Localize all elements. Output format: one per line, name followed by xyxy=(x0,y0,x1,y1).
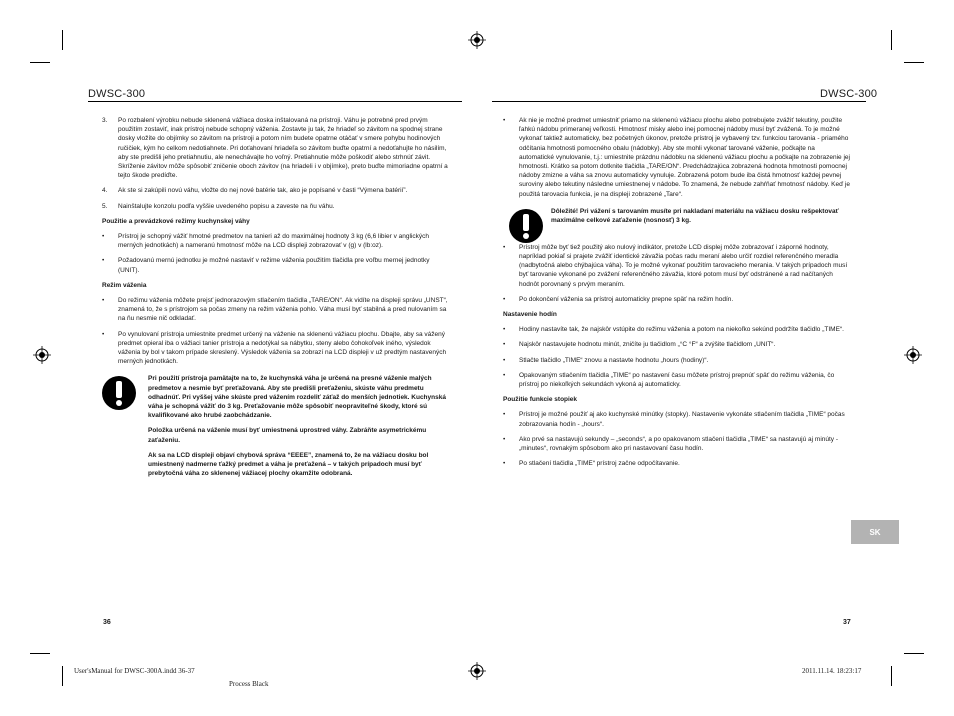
list-item xyxy=(102,116,450,180)
list-marker: 4. xyxy=(102,187,108,195)
list-item-text: Najskôr nastavujete hodnotu minút, zničíte ju tlačidlom „°C °F“ a zvýšite tlačidlom „UNIT“. xyxy=(519,341,776,349)
exclamation-warning-icon xyxy=(509,209,543,243)
list-item xyxy=(503,340,851,349)
list-item-text: Nainštalujte konzolu podľa vyššie uvedeného popisu a zaveste na ňu váhu. xyxy=(118,202,335,210)
list-marker: 5. xyxy=(102,202,108,210)
registration-mark-icon xyxy=(468,662,486,680)
crop-mark xyxy=(904,653,924,654)
list-item xyxy=(503,116,851,199)
crop-mark xyxy=(62,666,63,686)
footer-file-name: User'sManual for DWSC-300A.indd 36-37 xyxy=(74,667,195,675)
registration-mark-icon xyxy=(904,346,922,364)
list-item xyxy=(503,325,851,334)
crop-mark xyxy=(904,62,924,63)
list-item-text: Do režimu váženia môžete prejsť jednorazovým stlačením tlačidla „TARE/ON“. Ak vidíte na displeji správu „UNST“, znamená to, že s prístrojom sa počas zmeny na režim váženia pohlo. Váha musí byť stabilná a pred nulovaním sa na ňu nesmie nič odkladať. xyxy=(118,297,448,323)
list-item-text: Ako prvé sa nastavujú sekundy – „seconds“, a po opakovanom stlačení tlačidla „TIME“ sa nastavujú aj minúty - „minutes“, rovnakým spôsobom ako pri nastavovaní času hodín. xyxy=(519,435,839,453)
bullet: • xyxy=(102,257,105,265)
warning-block xyxy=(503,207,851,235)
list-item-text: Po rozbalení výrobku nebude sklenená vážiaca doska inštalovaná na prístroji. Váhu je potrebné pred prvým použitím zostaviť, inak prístroj nebude schopný váženia. Zostavte ju tak, že hriadeľ so závitom na spodnej strane dosky vložíte do objímky so závitom na prístroji a potom ním budete opatrne otáčať v smere pohybu hodinových ručičiek, kým ho celkom nedotiahnete. Pri doťahovaní hriadeľa so závitom buďte opatrní a nedoťahujte ho násilím, aby ste predišli jeho pretiahnutiu, ale nenechávajte ho voľný. Pretiahnutie môže poškodiť alebo strhnúť závit. Skríženie závitov môže spôsobiť zničenie oboch závitov (na hriadeli i v objímke), preto buďte mimoriadne opatrní a tejto škode predíďte. xyxy=(118,117,448,180)
warning-text: Dôležité! Pri vážení s tarovaním musíte pri nakladaní materiálu na vážiacu dosku rešpektovať maximálne celkové zaťaženie (nosnosť) 3 kg. xyxy=(551,207,839,225)
bullet: • xyxy=(503,326,506,334)
list-marker: 3. xyxy=(102,117,108,124)
list-item-text: Ak nie je možné predmet umiestniť priamo na sklenenú vážiacu plochu alebo potrebujete zvážiť tekutiny, použite ľahkú nádobu primeranej veľkosti. Hmotnosť misky alebo inej pomocnej nádoby musí byť zvážená. To je možné vykonať taktiež automaticky, bez početných úkonov, pretože prístroj je vybavený tzv. funkciou tarovania - priamého odčítania hmotnosti pomocného obalu (nádobky). Aby ste mohli vykonať tarované váženie, počkajte na automatické vynulovanie, t.j.: umiestnite prázdnu nádobku na sklenenú vážiacu plochu a počkajte na zobrazenie jej hmotnosti. Krátko sa potom dotknite tlačidla „TARE/ON“. Predchádzajúca zobrazená hodnota hmotnosti pomocnej nádoby zmizne a váha sa znovu automaticky vynuluje. Zobrazená potom bude iba čistá hmotnosť každej pevnej suroviny alebo tekutiny následne umiestnenej v nádobe. To znamená, že nebude zahŕňať hmotnosť nádoby. Keď je použitá tarovacia funkcia, je na displeji zobrazené „Tare“. xyxy=(519,117,850,198)
registration-mark-icon xyxy=(468,31,486,49)
bullet: • xyxy=(102,233,105,241)
registration-mark-icon xyxy=(33,346,51,364)
list-item xyxy=(102,202,450,211)
bullet: • xyxy=(503,341,506,349)
warning-text: Položka určená na váženie musí byť umiestnená uprostred váhy. Zabráňte asymetrickému zaťaženiu. xyxy=(148,427,427,444)
bullet: • xyxy=(102,297,105,305)
crop-mark xyxy=(62,30,63,50)
list-item-text: Požadovanú mernú jednotku je možné nastaviť v režime váženia použitím tlačidla pre voľbu mernej jednotky (UNIT). xyxy=(118,257,430,274)
bullet: • xyxy=(503,243,506,251)
list-item xyxy=(503,435,851,453)
list-item xyxy=(102,256,450,274)
left-header-model: DWSC-300 xyxy=(88,88,146,100)
page-number-right: 37 xyxy=(843,619,851,626)
list-item-text: Prístroj je schopný vážiť hmotné predmetov na tanieri až do maximálnej hodnoty 3 kg (6,6 libier v anglických merných jednotkách) a nameranú hmotnosť môže na LCD displeji zobrazovať v (g) v (lb:oz). xyxy=(118,233,429,250)
section-title: Režim váženia xyxy=(102,281,147,289)
list-item xyxy=(503,371,851,389)
warning-block xyxy=(102,374,450,478)
right-header-model: DWSC-300 xyxy=(820,88,878,100)
crop-mark xyxy=(891,30,892,50)
list-item-text: Hodiny nastavíte tak, že najskôr vstúpite do režimu váženia a potom na niekoľko sekúnd podržíte tlačidlo „TIME“. xyxy=(519,326,844,334)
list-item xyxy=(503,295,851,304)
bullet: • xyxy=(503,295,506,303)
right-header-rule xyxy=(492,101,866,102)
exclamation-warning-icon xyxy=(102,376,136,410)
crop-mark xyxy=(30,62,50,63)
section-title: Nastavenie hodín xyxy=(503,311,557,319)
footer-timestamp: 2011.11.14. 18:23:17 xyxy=(802,667,862,675)
list-item xyxy=(503,459,851,468)
list-item xyxy=(102,186,450,195)
warning-text: Ak sa na LCD displeji objaví chybová správa “EEEE”, znamená to, že na vážiacu dosku bol umiestnený nadmerne ťažký predmet a váha je preťažená – v takých prípadoch musí byť prebytočná váha zo sklenenej vážiacej plochy okamžite odobraná. xyxy=(148,451,429,478)
list-item xyxy=(503,356,851,365)
bullet: • xyxy=(503,356,506,364)
list-item-text: Po dokončení váženia sa prístroj automaticky prepne späť na režim hodín. xyxy=(519,295,734,303)
section-title: Použitie funkcie stopiek xyxy=(503,396,578,404)
crop-mark xyxy=(30,653,50,654)
bullet: • xyxy=(503,411,506,419)
list-item-text: Ak ste si zakúpili novú váhu, vložte do nej nové batérie tak, ako je popísané v časti “Výmena batérií”. xyxy=(118,187,408,195)
bullet: • xyxy=(503,435,506,443)
bullet: • xyxy=(503,460,506,468)
list-item xyxy=(102,296,450,324)
warning-text: Pri použití prístroja pamätajte na to, že kuchynská váha je určená na presné váženie malých predmetov a nesmie byť preťažovaná. Aby ste predišli preťaženiu, skúste váhu predmetu odhadnúť. Pri vyššej váhe skúste pred vážením rozdeliť záťaž do menších jednotiek. Kuchynská váha je schopná vážiť do 3 kg. Preťažovanie môže spôsobiť neopraviteľné škody, ktoré sú kvalifikované ako hrubé zaobchádzanie. xyxy=(148,375,446,420)
list-item xyxy=(102,232,450,250)
language-tab: SK xyxy=(851,520,899,544)
bullet: • xyxy=(503,117,506,124)
list-item xyxy=(503,410,851,428)
right-page-content xyxy=(503,116,851,474)
left-header-rule xyxy=(88,101,462,102)
list-item xyxy=(503,243,851,289)
list-item-text: Stlačte tlačidlo „TIME“ znovu a nastavte hodnotu „hours (hodiny)“. xyxy=(519,356,709,364)
crop-mark xyxy=(891,666,892,686)
footer-process-color: Process Black xyxy=(229,680,269,688)
bullet: • xyxy=(102,330,105,338)
list-item-text: Po stlačení tlačidla „TIME“ prístroj začne odpočítavanie. xyxy=(519,460,680,468)
left-page-content xyxy=(102,116,450,487)
bullet: • xyxy=(503,371,506,379)
list-item-text: Po vynulovaní prístroja umiestnite predmet určený na váženie na sklenenú vážiacu plochu. Dbajte, aby sa vážený predmet opieral iba o vážiaci tanier prístroja a nedotýkal sa nábytku, steny alebo čohokoľvek iného, výsledok váženia by bol v takom prípade skreslený. Výsledok váženia sa zobrazí na LCD displeji v už predtým nastavených merných jednotkách. xyxy=(118,330,447,366)
list-item-text: Prístroj je možné použiť aj ako kuchynské minútky (stopky). Nastavenie vykonáte stlačením tlačidla „TIME“ počas zobrazovania hodín - „hours“. xyxy=(519,411,845,428)
list-item-text: Opakovaným stlačením tlačidla „TIME“ po nastavení času môžete prístroj prepnúť späť do režimu váženia, čo prístroj po niekoľkých sekundách vykoná aj automaticky. xyxy=(519,371,835,389)
list-item-text: Prístroj môže byť tiež použitý ako nulový indikátor, pretože LCD displej môže zobrazovať i záporné hodnoty, napríklad pokiaľ si prajete zvážiť identické závažia počas radu meraní alebo určiť rozdiel referenčného meradla (nadbytočná alebo chýbajúca váha). To je možné vykonať použitím tarovacieho merania. V takých prípadoch musí byť tarovanie vykonané po zvážení referenčného závažia, ktoré potom musí byť odstránené a rad načítaných hodnôt porovnaný s prvým meraním. xyxy=(519,243,848,288)
section-title: Použitie a prevádzkové režimy kuchynskej váhy xyxy=(102,217,250,225)
list-item xyxy=(102,330,450,367)
page-number-left: 36 xyxy=(103,619,111,626)
